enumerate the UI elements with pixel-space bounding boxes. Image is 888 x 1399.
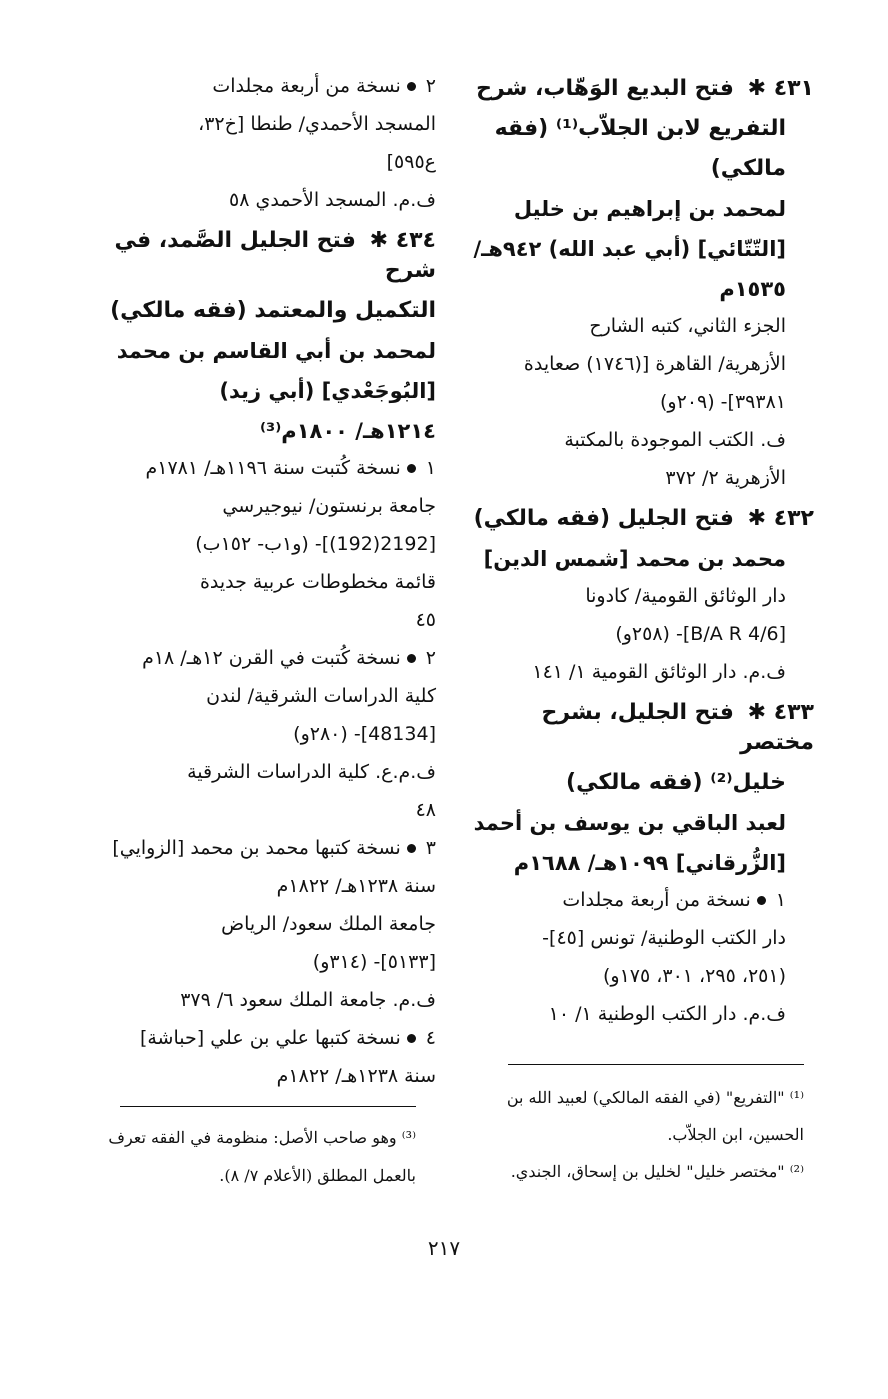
copy-2-reference-line2: ٤٨ <box>415 799 436 821</box>
copy-2-library-line2: ع٥٩٥] <box>386 151 436 173</box>
copy-2-library: المسجد الأحمدي/ طنطا [خ٣٢، <box>198 113 436 135</box>
copy-2-reference: ف.م.ع. كلية الدراسات الشرقية <box>187 761 436 783</box>
footnote-3-line2: بالعمل المطلق (الأعلام ٧/ ٨). <box>219 1166 416 1185</box>
entry-434-copy-1: ١نسخة كُتبت سنة ١١٩٦هـ/ ١٧٨١م <box>145 457 436 479</box>
entry-433-author: لعبد الباقي بن يوسف بن أحمد <box>473 811 786 835</box>
page-number: ٢١٧ <box>427 1236 461 1260</box>
entry-431-note: الجزء الثاني، كتبه الشارح <box>589 315 786 337</box>
entry-number: ٤٣٣ <box>773 700 814 725</box>
entry-434-copy-2: ٢نسخة كُتبت في القرن ١٢هـ/ ١٨م <box>142 647 436 669</box>
bullet-icon <box>407 654 416 663</box>
entry-431-library: الأزهرية/ القاهرة [(١٧٤٦) صعايدة <box>523 353 786 375</box>
footnote-2: ⁽²⁾ "مختصر خليل" لخليل بن إسحاق، الجندي. <box>510 1162 804 1181</box>
entry-434-copy-4: ٤نسخة كتبها علي بن علي [حباشة] <box>139 1027 436 1049</box>
entry-434-author-line3: ١٢١٤هـ/ ١٨٠٠م⁽³⁾ <box>259 419 436 443</box>
entry-431-library-line2: ٣٩٣٨١]- (٢٠٩و) <box>660 391 786 413</box>
footnote-1-line2: الحسين، ابن الجلاّب. <box>667 1125 804 1144</box>
footnote-rule-right <box>508 1064 804 1065</box>
entry-433-title-line2: خليل⁽²⁾ (فقه مالكي) <box>566 770 786 795</box>
bullet-icon <box>407 844 416 853</box>
bullet-icon <box>407 82 416 91</box>
footnote-3: ⁽³⁾ وهو صاحب الأصل: منظومة في الفقه تعرف <box>108 1128 416 1147</box>
copy-1-reference: قائمة مخطوطات عربية جديدة <box>199 571 436 593</box>
copy-2-library-line2: [48134]- (٢٨٠و) <box>293 723 436 745</box>
copy-2-library: كلية الدراسات الشرقية/ لندن <box>206 685 436 707</box>
entry-434-title: ٤٣٤ ✱ فتح الجليل الصَّمد، في شرح <box>114 228 436 283</box>
entry-number: ٤٣٢ <box>773 506 814 531</box>
left-column <box>106 74 436 1102</box>
entry-431-reference-line2: الأزهرية ٢/ ٣٧٢ <box>665 467 786 489</box>
entry-432-reference: ف.م. دار الوثائق القومية ١/ ١٤١ <box>532 661 786 683</box>
entry-431-title-line3: مالكي) <box>710 156 786 181</box>
bullet-icon <box>407 464 416 473</box>
copy-3-library-line2: [٥١٣٣]- (٣١٤و) <box>312 951 436 973</box>
entry-434-title-line2: التكميل والمعتمد (فقه مالكي) <box>110 298 436 323</box>
entry-434-author: لمحمد بن أبي القاسم بن محمد <box>116 339 436 363</box>
copy-2-reference: ف.م. المسجد الأحمدي ٥٨ <box>228 189 436 211</box>
footnote-rule-left <box>120 1106 416 1107</box>
entry-432-library: دار الوثائق القومية/ كادونا <box>585 585 786 607</box>
entry-432-author: محمد بن محمد [شمس الدين] <box>483 547 786 571</box>
copy-1-library: جامعة برنستون/ نيوجيرسي <box>222 495 436 517</box>
entry-number: ٤٣٤ <box>395 228 436 253</box>
copy-4-date: سنة ١٢٣٨هـ/ ١٨٢٢م <box>276 1065 436 1087</box>
copy-1-reference-line2: ٤٥ <box>415 609 436 631</box>
entry-433-copy-1: ١نسخة من أربعة مجلدات <box>562 889 786 911</box>
copy-3-library: جامعة الملك سعود/ الرياض <box>221 913 436 935</box>
entry-431-author-line3: ١٥٣٥م <box>719 277 786 301</box>
entry-434-copy-3: ٣نسخة كتبها محمد بن محمد [الزوايي] <box>112 837 436 859</box>
entry-434-author-line2: [البُوجَعْدي] (أبي زيد) <box>219 379 436 403</box>
copy-1-library-line2: [2192(192)]- (و١ب- ١٥٢ب) <box>195 533 436 555</box>
bullet-icon <box>407 1034 416 1043</box>
star-icon: ✱ <box>747 76 767 101</box>
right-column <box>468 74 814 1040</box>
star-icon: ✱ <box>369 228 389 253</box>
footnote-1: ⁽¹⁾ "التفريع" (في الفقه المالكي) لعبيد الله بن <box>506 1088 804 1107</box>
entry-433-library: دار الكتب الوطنية/ تونس [٤٥]- <box>542 927 786 949</box>
entry-433-author-line2: [الزُّرقاني] ١٠٩٩هـ/ ١٦٨٨م <box>513 851 786 875</box>
entry-433-reference: ف.م. دار الكتب الوطنية ١/ ١٠ <box>548 1003 786 1025</box>
entry-431-author-line2: [التّتّائي] (أبي عبد الله) ٩٤٢هـ/ <box>473 237 786 261</box>
entry-431-title-line2: التفريع لابن الجلاّب⁽¹⁾ (فقه <box>494 116 786 141</box>
entry-432-title: ٤٣٢ ✱ فتح الجليل (فقه مالكي) <box>473 506 814 531</box>
entry-433-library-line2: (٢٥١، ٢٩٥، ٣٠١، ١٧٥و) <box>602 965 786 987</box>
entry-431-author: لمحمد بن إبراهيم بن خليل <box>513 197 786 221</box>
bullet-icon <box>757 896 766 905</box>
entry-433-title: ٤٣٣ ✱ فتح الجليل، بشرح مختصر <box>541 700 814 755</box>
copy-3-date: سنة ١٢٣٨هـ/ ١٨٢٢م <box>276 875 436 897</box>
entry-number: ٤٣١ <box>773 76 814 101</box>
star-icon: ✱ <box>747 700 767 725</box>
entry-431-reference: ف. الكتب الموجودة بالمكتبة <box>564 429 786 451</box>
star-icon: ✱ <box>747 506 767 531</box>
entry-432-library-line2: [B/A R 4/6]- (٢٥٨و) <box>615 623 786 645</box>
copy-3-reference: ف.م. جامعة الملك سعود ٦/ ٣٧٩ <box>180 989 436 1011</box>
entry-433-copy-2: ٢نسخة من أربعة مجلدات <box>212 75 436 97</box>
entry-431-title: ٤٣١ ✱ فتح البديع الوَهّاب، شرح <box>476 76 814 101</box>
